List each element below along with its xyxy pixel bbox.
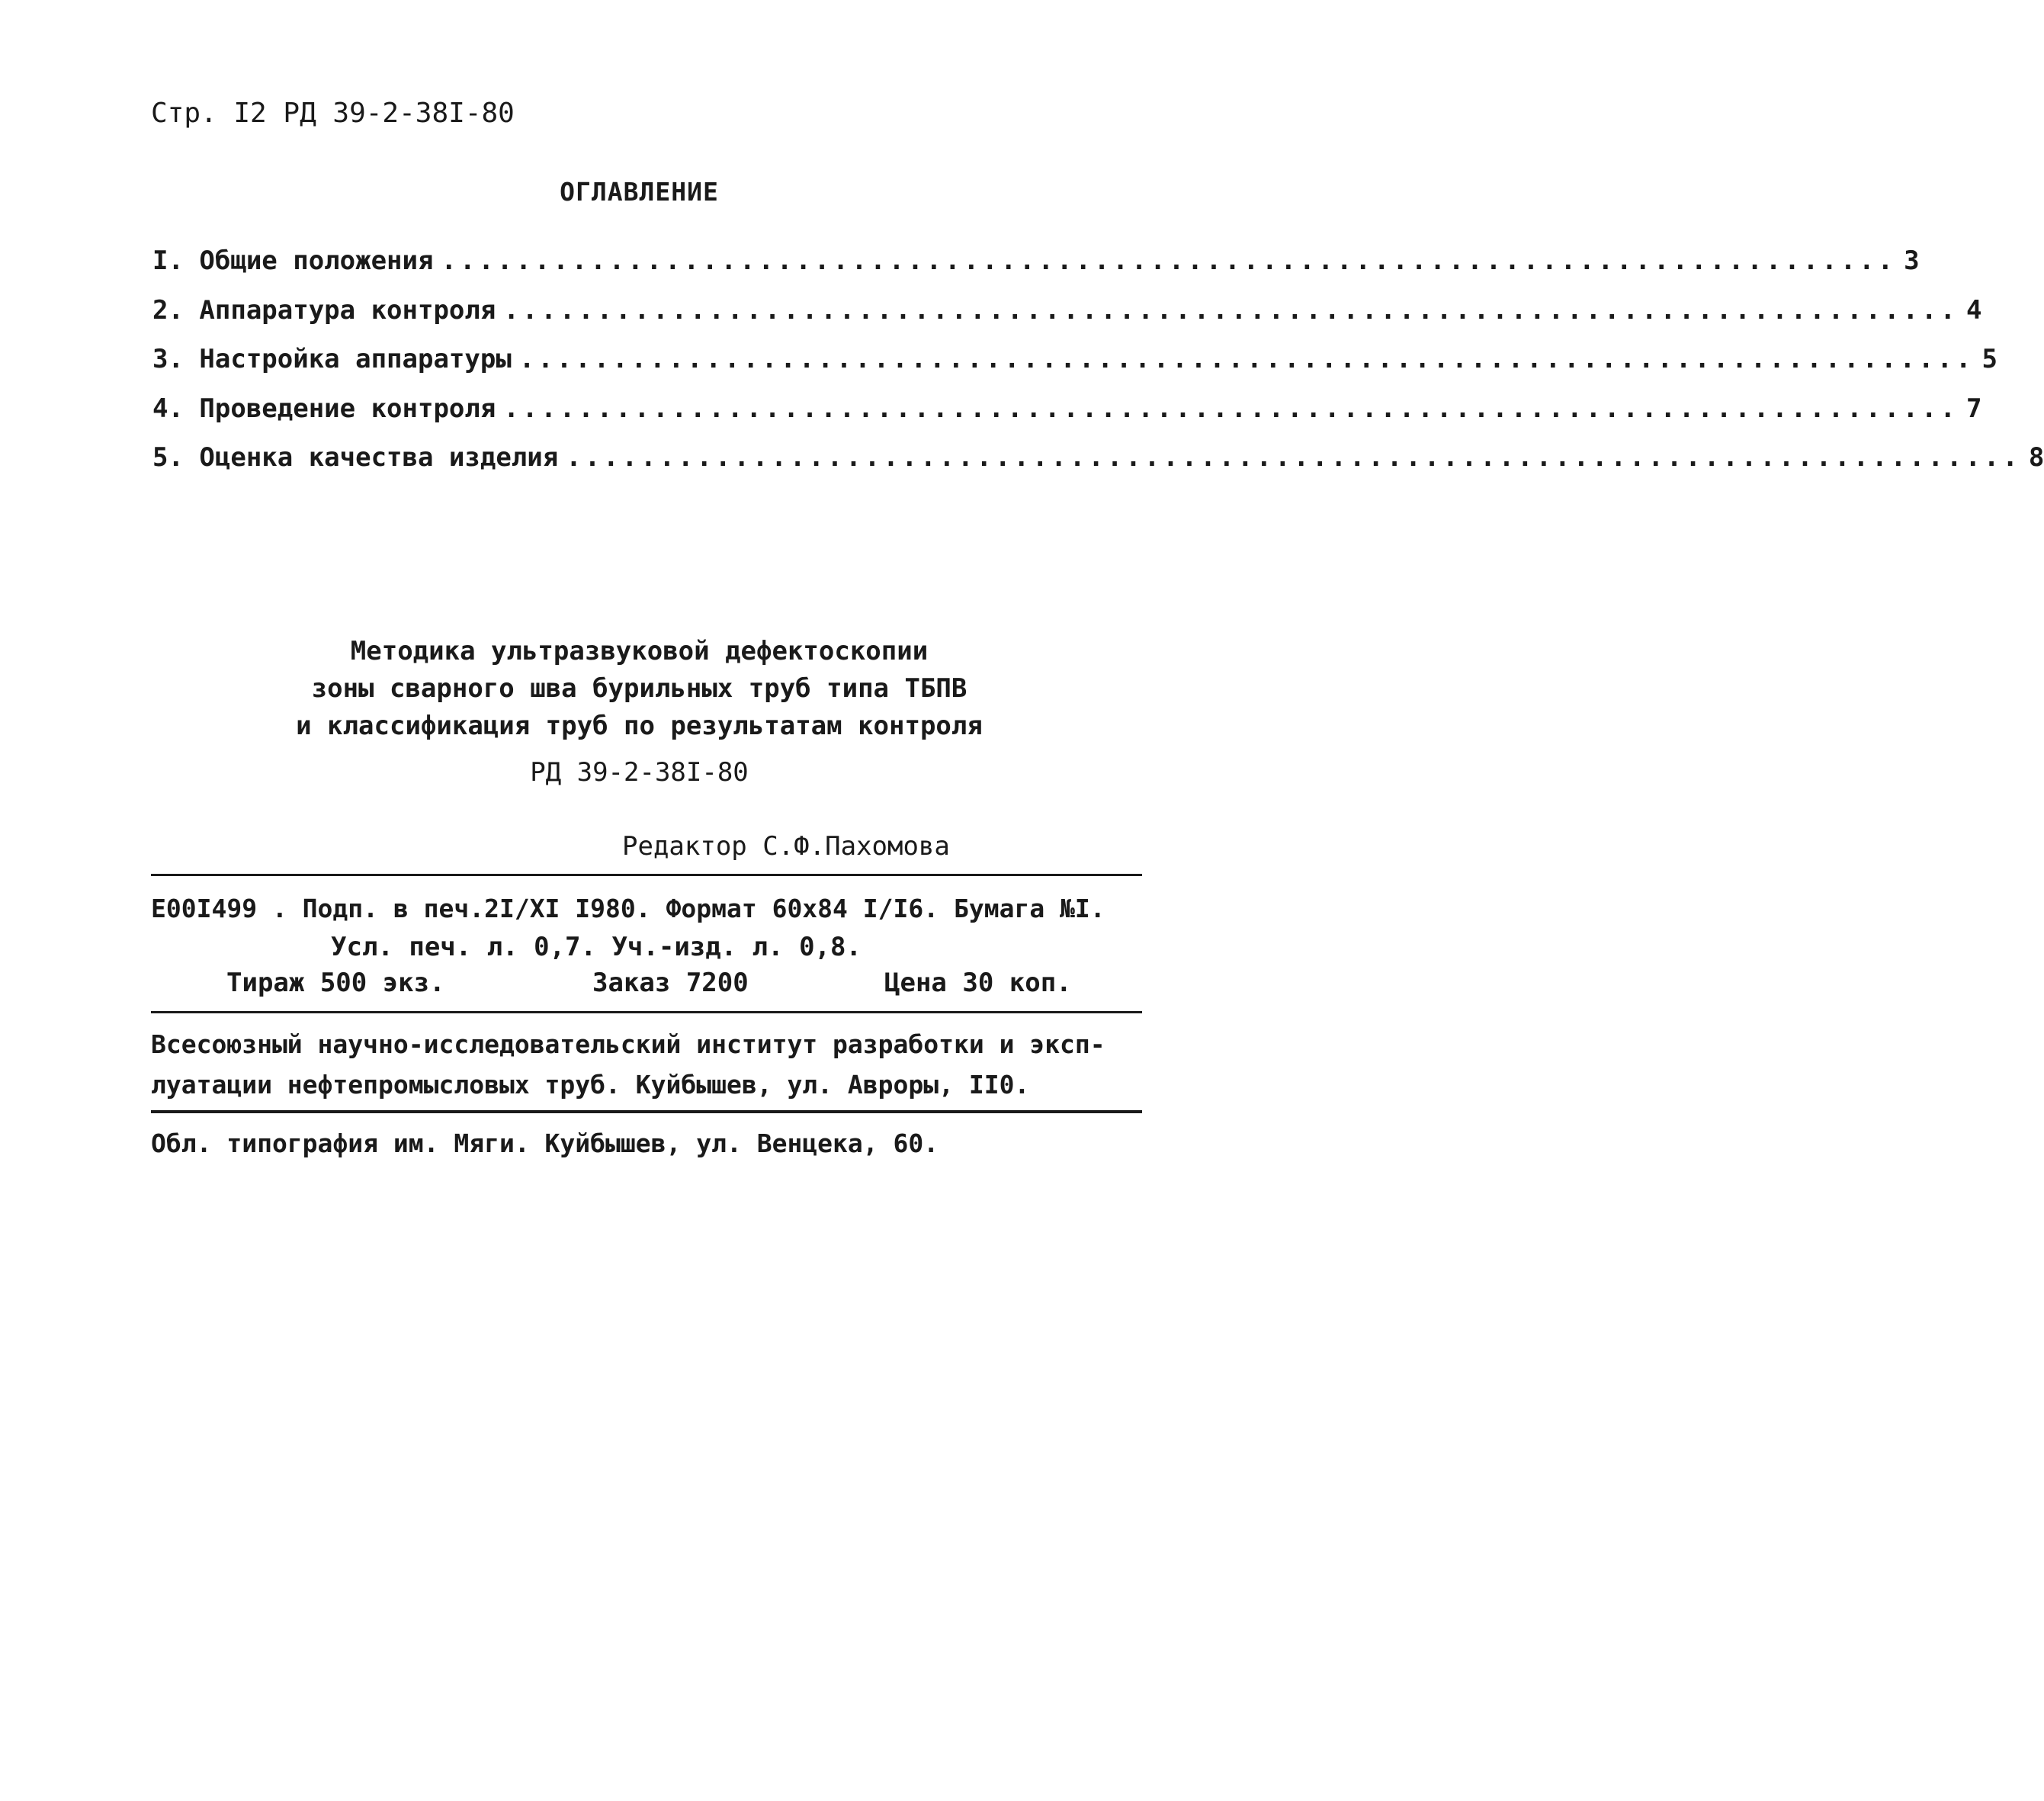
toc-item (152, 246, 1920, 295)
divider (151, 874, 1142, 876)
editor-credit: Редактор С.Ф.Пахомова (622, 831, 950, 862)
toc-leader: .............................................................................. (441, 246, 1897, 276)
toc-item-label: I. Общие положения (152, 246, 434, 276)
toc-item-page: 7 (1965, 393, 1982, 424)
imprint-order: Заказ 7200 (592, 968, 749, 998)
toc-item-label: 4. Проведение контроля (152, 393, 496, 424)
document-title-line-1: Методика ультразвуковой дефектоскопии (350, 636, 929, 666)
toc-item (152, 294, 1982, 345)
imprint-circulation: Тираж 500 экз. (226, 968, 445, 998)
divider (151, 1110, 1142, 1113)
toc-item (152, 442, 2044, 492)
document-title-line-3: и классификация труб по результатам контроля (296, 711, 983, 741)
document-title-line-2: зоны сварного шва бурильных труб типа ТБПВ (311, 673, 967, 704)
printer-line: Обл. типография им. Мяги. Куйбышев, ул. Венцека, 60. (151, 1128, 939, 1158)
table-of-contents (152, 246, 2044, 492)
toc-leader: .............................................................................. (503, 393, 1959, 424)
toc-item (152, 344, 1997, 393)
institute-line-1: Всесоюзный научно-исследовательский институт разработки и эксп- (151, 1029, 1105, 1059)
document-code: РД 39-2-38I-80 (530, 757, 749, 788)
toc-item (152, 393, 1982, 443)
imprint-price: Цена 30 коп. (884, 968, 1072, 998)
toc-item-page: 8 (2028, 442, 2044, 473)
toc-title: ОГЛАВЛЕНИЕ (560, 177, 719, 207)
toc-item-page: 4 (1965, 294, 1982, 326)
toc-item-label: 2. Аппаратура контроля (152, 294, 496, 326)
toc-leader: .............................................................................. (566, 442, 2021, 473)
toc-item-page: 3 (1904, 246, 1920, 276)
imprint-line-1: Е00I499 . Подп. в печ.2I/XI I980. Формат 60х84 I/I6. Бумага №I. (151, 894, 1105, 923)
toc-leader: .............................................................................. (503, 294, 1959, 326)
institute-line-2: луатации нефтепромысловых труб. Куйбышев, ул. Авроры, II0. (151, 1070, 1030, 1100)
toc-item-page: 5 (1981, 344, 1997, 374)
toc-leader: .............................................................................. (518, 344, 1975, 374)
imprint-line-2: Усл. печ. л. 0,7. Уч.-изд. л. 0,8. (331, 932, 862, 962)
toc-item-label: 3. Настройка аппаратуры (152, 344, 512, 374)
divider (151, 1011, 1142, 1013)
page-header: Стр. I2 РД 39-2-38I-80 (151, 98, 515, 129)
toc-item-label: 5. Оценка качества изделия (152, 442, 559, 473)
